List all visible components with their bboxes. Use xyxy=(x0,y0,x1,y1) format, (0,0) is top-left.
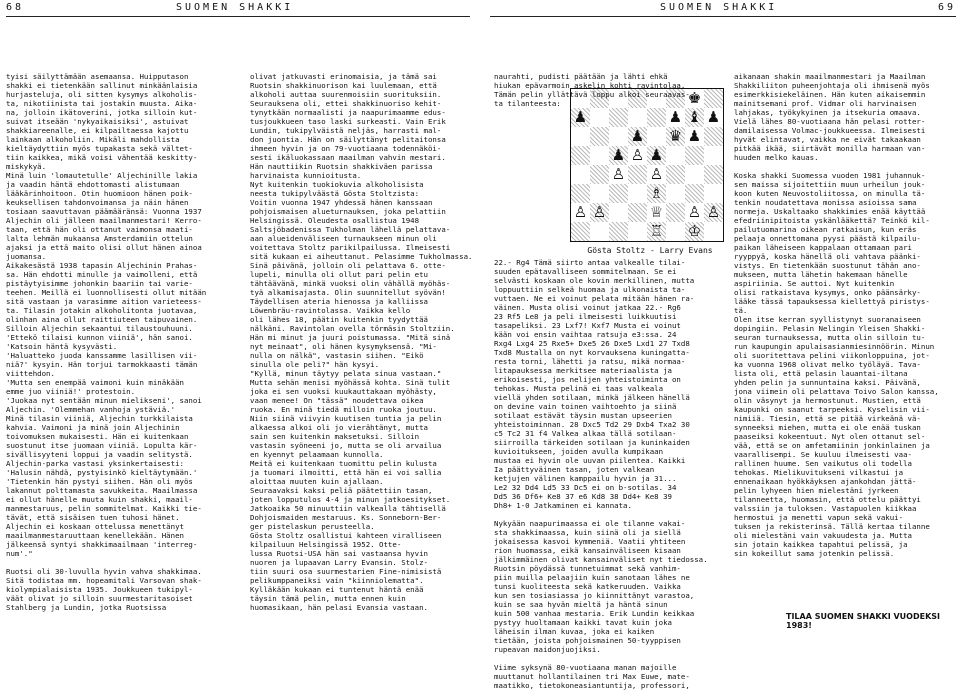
text-line: pohjoismaisen alueturnauksen, joka pelattiin xyxy=(250,207,446,216)
board-square xyxy=(571,127,590,146)
text-line: Dohjoismaiden mestaruus. Ks. Sonneborn-Ber- xyxy=(250,513,442,522)
text-line: keuksellisen tahdonvoimansa ja näin hänen xyxy=(6,198,189,207)
subscription-notice: TILAA SUOMEN SHAKKI VUODEKSI 1983! xyxy=(786,612,941,630)
text-line: synneeksi miehen, mutta ei ole enää tuskan xyxy=(734,423,921,432)
board-square: ♙ xyxy=(611,165,626,183)
text-line: Aljechin ei koskaan ottelussa menettänyt xyxy=(6,522,184,531)
text-line: nuoren ja lupaavan Larry Evansin. Stolz- xyxy=(250,558,428,567)
text-line: rupeavan maidonjuojiksi. xyxy=(494,645,601,654)
text-line: sesti ikäluokassaan maailman vahvin mestari. xyxy=(250,153,446,162)
text-line: tyisi säilyttämään asemaansa. Huipputason xyxy=(6,72,189,81)
board-square xyxy=(628,222,647,241)
text-line: väät olivat jo silloin suurmestaritasoiset xyxy=(6,594,193,603)
text-line: Shakkiliiton puheenjohtaja oli ihmisenä myös xyxy=(734,81,930,90)
right-header-rule xyxy=(490,16,956,17)
board-square: ♙ xyxy=(573,203,588,221)
text-line: ta, nikotiinista tai jostakin muusta. Aika- xyxy=(6,99,198,108)
text-line: ta. Tilasin jotakin alkoholitonta juotavaa, xyxy=(6,306,198,315)
text-line: joka ei sen vuoksi kuukauttakaan myöhästy, xyxy=(250,387,437,396)
board-square xyxy=(666,165,685,184)
text-line: na, jolloin ikätoverini, jotka silloin kut- xyxy=(6,108,198,117)
text-line: ihmeen hyvin ja on 79-vuotiaana todennäköi- xyxy=(250,144,442,153)
text-line: lalta lehmän mukaansa Amsterdamiin ottelun xyxy=(6,234,193,243)
text-line: vistys. En tietenkään suostunut tähän ano- xyxy=(734,261,921,270)
text-line: Aikakesästä 1938 tapasin Aljechinin Prahas- xyxy=(6,261,198,270)
text-line: ka vuonna 1968 olivat melko työläyä. Tava- xyxy=(734,360,921,369)
board-square xyxy=(571,222,590,241)
text-line: Seurauksena oli, ettei shakkinuoriso kehit- xyxy=(250,99,442,108)
text-line: Vielä lähes 80-vuotiaana hän pelasi rotter- xyxy=(734,117,926,126)
text-line: kieltäydyttiin myös tupakasta sekä vältet- xyxy=(6,144,193,153)
text-line: vaan menee! On "tässä" noudettava oikea xyxy=(250,396,424,405)
text-line: mainitsemani prof. Vidmar oli harvinaisen xyxy=(734,99,917,108)
text-line: tävät, että sisäisen tuen tuhosi hänet. xyxy=(6,513,180,522)
text-line: shakkiareenalle, ei kilpailtaessa kajottu xyxy=(6,126,189,135)
text-line: ei ollut hänelle muuta kuin shakki, maail- xyxy=(6,495,193,504)
text-line: Ruotsin shakkinuorison kai luulemaan, että xyxy=(250,81,437,90)
text-line: täysin tämä pelin, mutta ennen kuin xyxy=(250,594,406,603)
column-4 xyxy=(734,72,956,692)
text-line: tuksen ja rekisterinsä. Tällä kertaa tilanne xyxy=(734,522,930,531)
text-line xyxy=(6,558,238,567)
text-line: väinen. Musta olisi voinut jatkaa 22.- Rg6 xyxy=(494,303,681,312)
text-line: juomansa. xyxy=(6,252,47,261)
text-line: dopingiin. Pelasin Nelingin Yleisen Shakki- xyxy=(734,324,926,333)
text-line: 23 Rf5 Le8 ja peli ilmeisesti luikkuutisi xyxy=(494,312,677,321)
board-square xyxy=(685,146,704,165)
text-line: huomasikaan, hän pelasi Evansia vastaan. xyxy=(250,603,428,612)
text-line: ajaksi ja että maito olisi ollut hänen ainoa xyxy=(6,243,202,252)
text-line: valssiin ja tuloksen. Vastapuolen kiikkaa xyxy=(734,504,917,513)
text-line: olinhan aina ollut raittiuteen taipuvainen. xyxy=(6,315,198,324)
text-line: Hän mi minut ja juuri poistumassa. "Mitä sinä xyxy=(250,333,451,342)
text-line: sitä vastaan ja varasimme aition varieteess- xyxy=(6,297,202,306)
text-line: Mutta sehän menisi myöhässä kohta. Sinä tulit xyxy=(250,378,451,387)
text-line: nyt meinaat", oli hänen kysymyksensä. "Mi- xyxy=(250,342,437,351)
text-line: pistäytyisimme johonkin baariin tai varie- xyxy=(6,279,193,288)
text-line: Kylläkään kukaan ei tuntenut häntä enää xyxy=(250,585,424,594)
text-line: sa. Hän ehdotti minulle ja vaimolleni, että xyxy=(6,270,198,279)
text-line: Koska shakki Suomessa vuoden 1981 juhannuk- xyxy=(734,171,926,180)
text-line: lahjakas, työkykyinen ja itsekuria omaava. xyxy=(734,108,921,117)
text-line: taan, että hän oli ottanut vaimonsa maati- xyxy=(6,225,193,234)
text-line: Aljechin-parka vastasi yksinkertaisesti: xyxy=(6,459,184,468)
text-line: Nyt kuitenkin tuokiokuvia alkoholisista xyxy=(250,180,424,189)
text-line: lääkärinhoitoon. Otin huomioon hänen poik- xyxy=(6,189,193,198)
text-line: koon kuten Neuvostoliitossa, on minulla tä- xyxy=(734,189,926,198)
text-line: sain sen kuitenkin maksetuksi. Silloin xyxy=(250,432,420,441)
text-line: tosiaan saavuttavan päämääränsä: Vuonna 1937 xyxy=(6,207,202,216)
board-square xyxy=(666,184,685,203)
text-line: 'Halusin nähdä, pystyisinkö kieltäytymään.' xyxy=(6,468,198,477)
text-line: lainkaan alkoholiin. Mikäli mahdollista xyxy=(6,135,180,144)
text-line: lista oli, että pelasin lauantai-iltana xyxy=(734,369,908,378)
text-line: Helsingissä. Oleudesta osallistua 1948 xyxy=(250,216,420,225)
text-line: Dh8+ 1-0 Jatkaminen ei kannata. xyxy=(494,501,632,510)
text-line: oli suoritettava pelini viikonloppuina, jot- xyxy=(734,351,930,360)
text-line: olisi ratkaistava kysymys, onko päänsärky- xyxy=(734,288,921,297)
text-line: pelin lyhyeen hien mielestäni jyrkeen xyxy=(734,486,899,495)
text-line: resta torni, lähetti ja ratsu, mikä normaa- xyxy=(494,357,686,366)
text-line: Löwenbräu-ravintolassa. Vaikka kello xyxy=(250,306,411,315)
text-line: tilanneetta, huomasin, että ottelu päättyi xyxy=(734,495,921,504)
diagram-caption: Gösta Stoltz - Larry Evans xyxy=(587,246,713,255)
text-line: olivat jatkuvasti erinomaisia, ja tämä sai xyxy=(250,72,437,81)
text-line: Nykyään naapurimaassa ei ole tilanne vakai- xyxy=(494,519,686,528)
left-header-rule xyxy=(6,16,470,17)
text-line: Minä tilasin viiniä, Aljechin turkkilaista xyxy=(6,414,193,423)
text-line: ryyppyä, koska hänellä oli vahtava päänki- xyxy=(734,252,921,261)
board-square: ♝ xyxy=(685,108,704,127)
text-line: lupeli, minulla oli ollut pari pelin etu xyxy=(250,270,428,279)
text-line: ja vaadin häntä ehdottomasti alistumaan xyxy=(6,180,180,189)
text-line: loppuuttiin selkeä huomaa ja ulkonaista ta- xyxy=(494,285,686,294)
text-line: miskykyä. xyxy=(6,162,47,171)
text-line: lussa Ruotsi-USA hän sai vastaansa hyvin xyxy=(250,549,428,558)
text-line: aloittaa muuten kuin ajallaan. xyxy=(250,477,384,486)
left-page-number: 68 xyxy=(6,2,25,13)
text-line: Txd8 Mustalla on nyt korvauksena kuningatta- xyxy=(494,348,690,357)
text-line: nulla on nälkä", vastasin siihen. "Eikö xyxy=(250,351,424,360)
text-line: yhteistoiminnan. 28 Dxc5 Td2 29 Dxb4 Txa2 30 xyxy=(494,420,690,429)
text-line: erikoisesti, jos nelijen yhteistoiminta on xyxy=(494,375,681,384)
text-line: esimerkkisiekeläinen. Hän kuten aikaisemmin xyxy=(734,90,926,99)
board-square xyxy=(609,184,628,203)
text-line: pitkää ikää, siirtävät monilla harmaan van- xyxy=(734,144,926,153)
board-square xyxy=(666,146,685,165)
board-square: ♟ xyxy=(706,108,721,126)
text-line: hurjasteluja, oli sitten kysymys alkoholis- xyxy=(6,90,198,99)
text-line: jälkeensä syntyi shakkimaailmaan 'interreg- xyxy=(6,540,198,549)
column-1 xyxy=(6,72,238,694)
board-square xyxy=(647,127,666,146)
board-square xyxy=(628,184,647,203)
text-line: vää, että se on amfetamiinin jonkinlainen ja xyxy=(734,441,930,450)
text-line: Tämän pelin yllättävä loppu alkoi seuraavas- xyxy=(494,90,690,99)
text-line: pystyy huoltamaan kaikki tavat kuin joka xyxy=(494,618,672,627)
left-page-header xyxy=(6,0,470,22)
text-line: Ruotsin pöydässä tunnetuimmat sekä vanhim- xyxy=(494,564,681,573)
text-line: aspiriinia. Se auttoi. Nyt kuitenkin xyxy=(734,279,895,288)
text-line: aikanaan shakin maailmanmestari ja Maailman xyxy=(734,72,926,81)
text-line: manmestaruus, pelin sommitelmat. Kaikki tie- xyxy=(6,504,202,513)
text-line: 'Katsoin häntä kysyvästi. xyxy=(6,342,118,351)
text-line: kaupunki on saanut tarpeeksi. Kyselisin vii- xyxy=(734,405,930,414)
text-line: Viime syksynä 80-vuotiaana manan majoille xyxy=(494,663,677,672)
text-line: tenkin noudatettava monissa asioissa sama xyxy=(734,198,917,207)
board-square xyxy=(590,146,609,165)
text-line: Dd5 36 Df6+ Ke8 37 e6 Kd8 38 Dd4+ Ke8 39 xyxy=(494,492,672,501)
board-square: ♕ xyxy=(649,203,664,221)
text-line: yhden pelin ja sunnuntaina kaksi. Päivänä, xyxy=(734,378,921,387)
board-square: ♟ xyxy=(609,146,628,165)
text-line: Le2 32 Dd4 Ld5 33 Dc5 ei on b-sotilas. 34 xyxy=(494,483,677,492)
text-line: viittehdon. xyxy=(6,369,55,378)
text-line: Niin siinä viivyin kuutisen tuntia ja pelin xyxy=(250,414,442,423)
text-line: Täydellisen ateria hienossa ja kalliissa xyxy=(250,297,428,306)
text-line: mustaa ei hyvin ole uuvan piilentea. Kaikki xyxy=(494,456,686,465)
text-line: sinulla ole peli?" hän kysyi. xyxy=(250,360,380,369)
board-square: ♟ xyxy=(628,127,647,146)
text-line: läheisin ilman kuvaa, joka ei kaiken xyxy=(494,627,655,636)
column-3-intro xyxy=(494,72,724,112)
text-line: piin muilla pelaajiin kuin sanotaan lähes ne xyxy=(494,573,690,582)
text-line: kiolympialaisista 1935. Joukkueen tukipyl- xyxy=(6,585,193,594)
text-line: lääke tässä tapauksessa kiellettyä piristys- xyxy=(734,297,930,306)
text-line: "Kyllä, minun täytyy pelata sinua vastaan." xyxy=(250,369,442,378)
text-line: siirroilla tärkeiden sotilaan ja kuninkaiden xyxy=(494,438,690,447)
text-line: Saltsjöbadenissa Tukholman lähellä pelattava- xyxy=(250,225,451,234)
text-line xyxy=(494,510,722,519)
text-line: Meitä ei kuitenkaan tuomittu pelin kulusta xyxy=(250,459,437,468)
board-square xyxy=(590,222,609,241)
text-line: kahvia. Vaimoni ja minä join Aljechinin xyxy=(6,423,180,432)
text-line: kään voi ensin vaihtaa ratsuja e3:ssa. 24 xyxy=(494,330,677,339)
text-line: seuran turnauksessa, mutta olin silloin tu- xyxy=(734,333,926,342)
board-square xyxy=(590,184,609,203)
text-line: Seuraavaksi kaksi peliä päätettiin tasan, xyxy=(250,486,433,495)
text-line: Ia päättyväinen tasan, joten valkean xyxy=(494,465,655,474)
text-line: Ruotsi oli 30-luvulla hyvin vahva shakkimaa. xyxy=(6,567,202,576)
text-line: kuin 500 vanhaa mestaria. Erik Lundin keikkaa xyxy=(494,609,695,618)
board-square xyxy=(704,127,723,146)
text-line: 'Mutta sen enempää vaimoni kuin minäkään xyxy=(6,378,184,387)
board-square xyxy=(685,165,704,184)
text-line: rallinen huume. Sen vaikutus oli todella xyxy=(734,459,912,468)
text-line: tunsi kuoliteesta sekä katkeruuden. Vaikka xyxy=(494,582,681,591)
text-line: Olen itse kerran syyllistynyt suoranaiseen xyxy=(734,315,921,324)
right-page-number: 69 xyxy=(937,2,956,13)
text-line: huuden melko kauas. xyxy=(734,153,819,162)
text-line: Aljechin oli jälleen maailmanmestari! Kerro- xyxy=(6,216,202,225)
text-line: paaseiksi kokeentuut. Nyt olen ottanut sel- xyxy=(734,432,926,441)
text-line: tusjoukkueen taso laski surkeasti. Vain Erik xyxy=(250,117,446,126)
text-line: vuttaen. Ne ei voinut pelata mitään hänen ra- xyxy=(494,294,695,303)
text-line: suuden epätavalliseen sommitelmaan. Se ei xyxy=(494,267,677,276)
text-line: ta tilanteesta: xyxy=(494,99,561,108)
text-line: paikan läheiseen kappalaan ottamaan pari xyxy=(734,243,912,252)
text-line: toivomuksen mukaisesti. Hän ei kuitenkaan xyxy=(6,432,189,441)
board-square xyxy=(609,203,628,222)
text-line: sin jotain kaikkea tapahtui pelissä, ja xyxy=(734,540,908,549)
text-line: alkaessa alkoi oli jo vierähtänyt, mutta xyxy=(250,423,428,432)
column-3 xyxy=(494,258,722,690)
text-line: neesta tukipylväästä Gösta Stoltzista: xyxy=(250,189,420,198)
text-line: Jatkoaika 50 minuuttiin valkealla tähtisellä xyxy=(250,504,446,513)
text-line: aan alueidenväliseen turnaukseen minun oli xyxy=(250,234,437,243)
text-line: ja tuomari ilmoitti, että hän ei voi sallia xyxy=(250,468,442,477)
text-line: Lundin, tukipylväistä neljäs, harrasti mal- xyxy=(250,126,442,135)
text-line: ruoka. En minä tiedä milloin ruoka joutuu. xyxy=(250,405,437,414)
text-line: voitettava Stoltz parikilpailussa. Ilmeisesti xyxy=(250,243,451,252)
text-line: vaarallisempi. Se kuuluu ilmeisesti vaa- xyxy=(734,450,912,459)
column-2 xyxy=(250,72,478,694)
text-line: olin väsynyt ja hermostunut. Mustien, että xyxy=(734,396,921,405)
text-line: Aljechin. 'Olemmehan vanhoja ystäviä.' xyxy=(6,405,176,414)
text-line: Gösta Stoltz osallistui kahteen viralliseen xyxy=(250,531,442,540)
right-running-title: SUOMEN SHAKKI xyxy=(660,2,778,13)
text-line: suostunut itse juomaan viiniä. Lopulta kär- xyxy=(6,441,198,450)
text-line: Rxg4 Lxg4 25 Rxe5+ Dxe5 26 Dxe5 Lxd1 27 Txd8 xyxy=(494,339,690,348)
text-line xyxy=(494,654,722,663)
text-line: Stahlberg ja Lundin, jotka Ruotsissa xyxy=(6,603,167,612)
board-square: ♙ xyxy=(590,203,609,222)
text-line: kilpailuun Helsingissä 1952. Otte- xyxy=(250,540,402,549)
text-line: nimiiä. Tiesin, että se pitää virkeänä vä- xyxy=(734,414,921,423)
text-line: 'Ettekö tilaisi kunnon viiniä', hän sanoi. xyxy=(6,333,193,342)
text-line: tähtäävänä, minkä vuoksi olin vähällä myöhäs- xyxy=(250,279,451,288)
board-square: ♗ xyxy=(647,184,666,203)
text-line: hyvät elintavat, vaikka ne eivät takaakaan xyxy=(734,135,921,144)
text-line: ketjujen välinen kamppailu hyvin ja 31... xyxy=(494,474,677,483)
board-square xyxy=(685,184,704,203)
board-square: ♟ xyxy=(668,108,683,126)
text-line: suivat itseään 'nykyaikaisiksi', astuivat xyxy=(6,117,189,126)
board-square xyxy=(704,184,723,203)
text-line: on devine vain toinen vaihtoehto ja siinä xyxy=(494,402,677,411)
text-line: tehokas. Mielikuvitukseni vilkastui ja xyxy=(734,468,904,477)
text-line: tiin kaikkea, mikä voisi vähentää keskitty- xyxy=(6,153,198,162)
board-square: ♙ xyxy=(630,146,645,164)
text-line: Sitä todistaa mm. hopeamitali Varsovan shak- xyxy=(6,576,202,585)
board-square: ♔ xyxy=(685,222,704,241)
text-line: Silloin Aljechin sekaantui tilaustouhuuni. xyxy=(6,324,193,333)
text-line: mukseen, mutta lähetin hakemaan hänelle xyxy=(734,270,908,279)
text-line: normeja. Uskaltaako shakkimies enää käyttää xyxy=(734,207,926,216)
text-line: shakki ei tietenkään sallinut minkäänlaisia xyxy=(6,81,198,90)
text-line: joten lopputulos 4-4 ja minun jatkoesitykset. xyxy=(250,495,451,504)
text-line: teehen. Meillä ei luonnollisesti ollut mitään xyxy=(6,288,207,297)
text-line: 'Juokaa nyt sentään minun mielikseni', sanoi xyxy=(6,396,202,405)
text-line: litapauksessa merkitsee materiaalista ja xyxy=(494,366,672,375)
text-line: pelikumppaneiksi vain "kiinniolematta". xyxy=(250,576,424,585)
text-line: nälkäni. Ravintolan ovella törmäsin Stoltziin. xyxy=(250,324,455,333)
text-line: sin kokeillut sama jotenkin pelissä. xyxy=(734,549,895,558)
text-line: damilaisessa Volmac-joukkueessa. Ilmeisesti xyxy=(734,126,926,135)
text-line: tiin suuri osa suurmestarien Fine-nimisistä xyxy=(250,567,442,576)
text-line: selvästi koskaan ole kovin merkillinen, mutta xyxy=(494,276,695,285)
board-square xyxy=(666,203,685,222)
left-running-title: SUOMEN SHAKKI xyxy=(176,2,294,13)
text-line: pelaaja onnettomana pyysi päästä kilpailu- xyxy=(734,234,921,243)
text-line: tasapeliksi. 23 Lxf7! Kxf7 Musta ei voinut xyxy=(494,321,681,330)
text-line: tietään, joista pohjoismainen 50-tyyppisen xyxy=(494,636,681,645)
text-line: en kyennyt pelaamaan kunnolla. xyxy=(250,450,384,459)
text-line: maatikko, tietokoneasiantuntija, professori, xyxy=(494,681,690,690)
board-square: ♟ xyxy=(571,108,590,127)
board-square: ♙ xyxy=(649,165,664,183)
text-line: efedriinipitoista yskänlääkettä? Teinkö kil- xyxy=(734,216,930,225)
text-line: naurahti, pudisti päätään ja lähti ehkä xyxy=(494,72,668,81)
text-line: harvinaista kunnioitusta. xyxy=(250,171,362,180)
text-line: don juontia. Hän on säilyttänyt pelitaitonsa xyxy=(250,135,446,144)
text-line: Minä luin 'lomautetulle' Aljechinille lakia xyxy=(6,171,198,180)
text-line: oli lähes 18, päätin kuitenkin tyydyttää xyxy=(250,315,428,324)
text-line: hermostui ja menetti vapun sekä vakui- xyxy=(734,513,904,522)
text-line: 'Haluatteko juoda kanssamme lasillisen vii- xyxy=(6,351,198,360)
board-square xyxy=(628,165,647,184)
text-line: tä. xyxy=(734,306,748,315)
text-line: muuttanut hollantilainen tri Max Euwe, mate- xyxy=(494,672,690,681)
text-line: emme juo viiniä!' protestoin. xyxy=(6,387,136,396)
chess-diagram xyxy=(570,88,730,255)
board-square xyxy=(704,165,723,184)
board-square xyxy=(609,222,628,241)
text-line: jona viimein oli pelattava Toivo Salon kanssa, xyxy=(734,387,939,396)
text-line: Sinä päivänä, jolloin oli pelattava 6. otte- xyxy=(250,261,446,270)
text-line: tehokas. Musta pelinä ei taas valkeala xyxy=(494,384,664,393)
text-line: kun sen tosiasiassa jo kiinnittänyt varastoa, xyxy=(494,591,695,600)
text-line: ennenaikaan hyökkäyksen ajankohdan jättä- xyxy=(734,477,917,486)
board-square: ♟ xyxy=(647,146,666,165)
board-square xyxy=(666,222,685,241)
board-square xyxy=(704,146,723,165)
board-square xyxy=(609,127,628,146)
text-line: viellä yhden sotilaan, minkä jälkeen hänellä xyxy=(494,393,690,402)
text-line: hiukan epävarmoin askelin kohti ravintolaa. xyxy=(494,81,686,90)
board-square xyxy=(590,127,609,146)
text-line: jokaisessa kasvoi kymmeniä. Vaatii yhtiteen xyxy=(494,537,686,546)
text-line: pailutuomarina oikean ratkaisun, kun eräs xyxy=(734,225,917,234)
text-line: jälkimmäinen olivat kansainväliset nyt tiedossa. xyxy=(494,555,708,564)
board-square: ♖ xyxy=(647,222,666,241)
right-page-header xyxy=(490,0,956,22)
text-line: kuin se saa hyvän mieltä ja häntä sinun xyxy=(494,600,668,609)
text-line: 22.- Rg4 Tämä siirto antaa valkealle tilai- xyxy=(494,258,686,267)
text-line: kuvioitukseen, joiden avulla kumpikaan xyxy=(494,447,664,456)
text-line xyxy=(734,162,956,171)
text-line: Voitin vuonna 1947 yhdessä hänen kanssaan xyxy=(250,198,433,207)
text-line: sotilaat estävät täysin mustan upseerien xyxy=(494,411,672,420)
board-square: ♚ xyxy=(687,89,702,107)
board-square xyxy=(571,146,590,165)
text-line: lakannut polttamasta savukkeita. Maailmassa xyxy=(6,486,198,495)
text-line: ger pistelaskun perusteella. xyxy=(250,522,375,531)
text-line: sivällisyyteni loppui ja vaadin selitystä. xyxy=(6,450,193,459)
text-line: sen maissa sijoitettiin muun urheilun jouk- xyxy=(734,180,926,189)
text-line: sitä kukaan ei aiheuttanut. Pelasimme Tukholmassa. xyxy=(250,252,473,261)
board-square xyxy=(628,203,647,222)
board-square xyxy=(571,184,590,203)
text-line: tynytkään normaalisti ja naapurimaamme edus- xyxy=(250,108,446,117)
board-square: ♟ xyxy=(687,127,702,145)
text-line: c5 Tc2 31 f4 Valkea alkaa tällä sotilaan- xyxy=(494,429,677,438)
text-line: tyä alkamisajasta. Olin suunnitellut syövän! xyxy=(250,288,446,297)
board-square: ♙ xyxy=(687,203,702,221)
text-line: Hän nauttiikin Ruotsin shakkiväen parissa xyxy=(250,162,433,171)
text-line: oli mielestäni vain vakuudesta ja. Mutta xyxy=(734,531,912,540)
board-square xyxy=(590,165,609,184)
text-line: rion huomassa, eikä kansainväliseen kisaan xyxy=(494,546,681,555)
text-line: alkoholi auttaa suurenmoisiin suorituksiin. xyxy=(250,90,442,99)
board-square: ♛ xyxy=(666,127,685,146)
text-line: niä?' kysyin. Hän torjui tarmokkaasti tämän xyxy=(6,360,198,369)
text-line: sta shakkimaassa, kuin siinä oli ja siellä xyxy=(494,528,681,537)
board-square xyxy=(704,222,723,241)
text-line: run kaupungin apulaisasianmiesinnöörin. Minun xyxy=(734,342,935,351)
text-line: num'." xyxy=(6,549,33,558)
text-line: vastasin syöneeni jo, mutta se oli arvailua xyxy=(250,441,442,450)
board-square xyxy=(571,165,590,184)
text-line: maailmanmestaruuttaan kenellekään. Hänen xyxy=(6,531,184,540)
board-square: ♙ xyxy=(704,203,723,222)
text-line: 'Tietenkin hän pystyi siihen. Hän oli myös xyxy=(6,477,193,486)
